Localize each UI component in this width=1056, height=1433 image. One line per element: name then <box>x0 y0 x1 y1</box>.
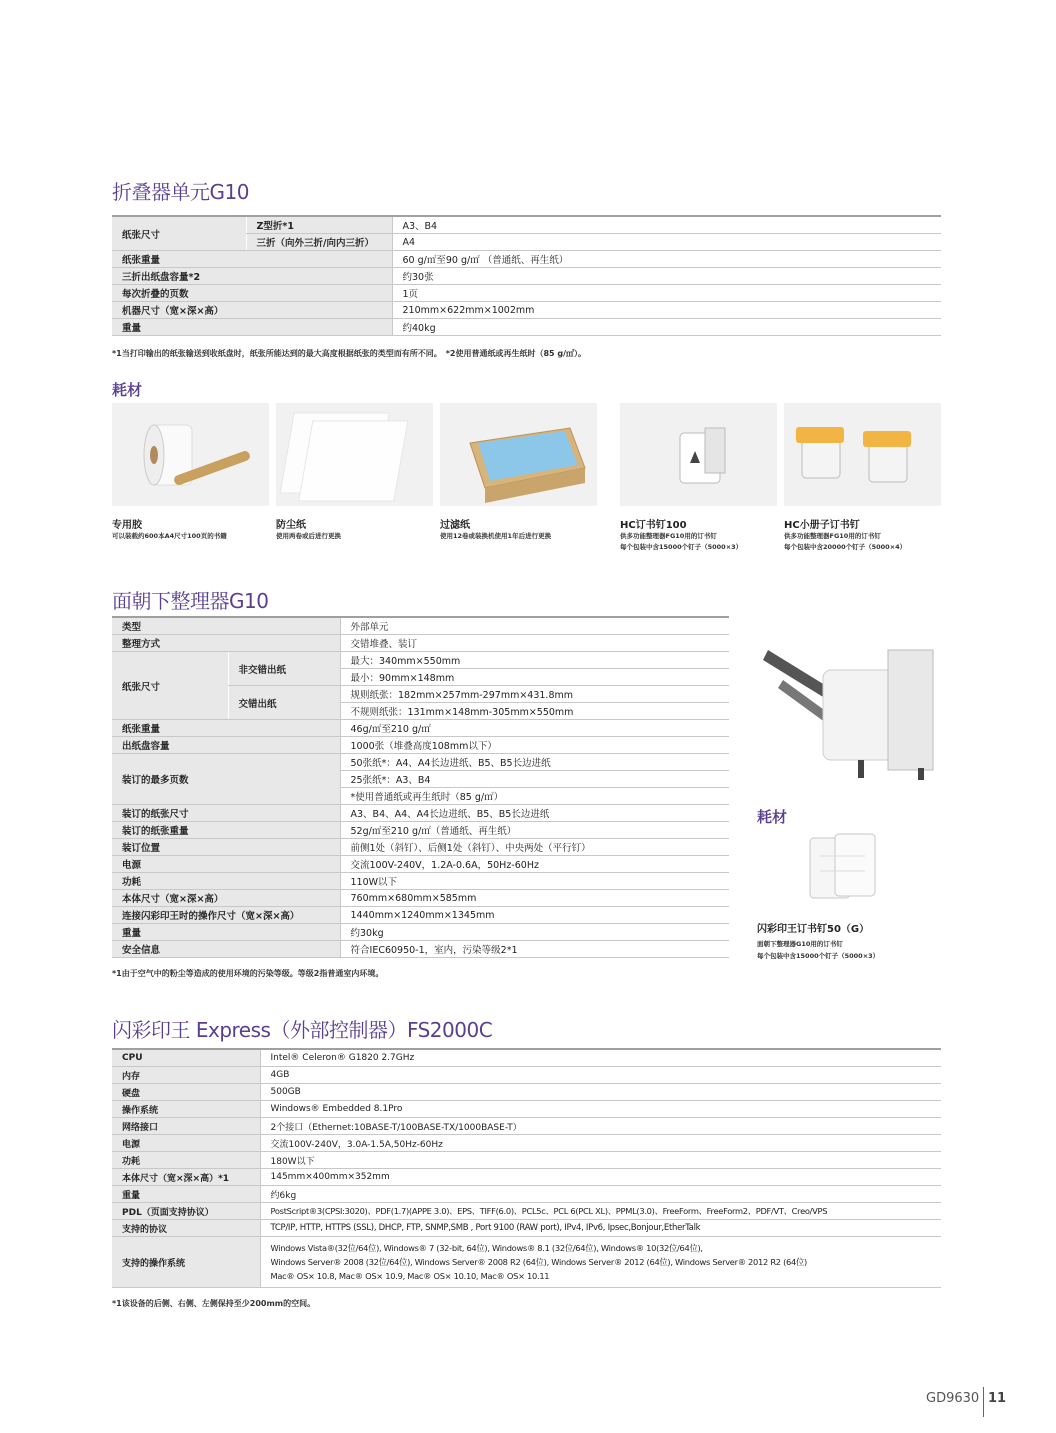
spec-key: 整理方式 <box>112 635 340 652</box>
spec-value: 约30张 <box>392 268 941 285</box>
table-row <box>112 216 941 234</box>
spec-value-os <box>260 1237 941 1288</box>
spec-key: 内存 <box>112 1067 260 1084</box>
consumable-name: HC订书钉100 <box>620 520 687 531</box>
spec-value: 约30kg <box>340 924 729 941</box>
consumable-desc: 可以装载约600本A4尺寸100页的书籍 <box>112 532 227 540</box>
spec-value: 25张纸*：A3、B4 <box>340 771 729 788</box>
spec-value: 2个接口（Ethernet:10BASE-T/100BASE-TX/1000BASE-T） <box>260 1118 941 1135</box>
consumable-desc: 每个包装中含20000个钉子（5000×4） <box>784 543 907 551</box>
consumable-desc: 供多功能整理器FG10用的订书钉 <box>620 532 717 540</box>
table-row <box>112 805 729 822</box>
filter-box-icon <box>440 403 597 506</box>
consumable-name: HC小册子订书钉 <box>784 520 860 531</box>
spec-key: 每次折叠的页数 <box>112 285 392 302</box>
table-row <box>112 822 729 839</box>
table-row <box>112 907 729 924</box>
table-row <box>112 1237 941 1288</box>
consumables-title: 耗材 <box>757 808 788 826</box>
spec-value: 4GB <box>260 1067 941 1084</box>
consumable-desc: 面朝下整理器G10用的订书钉 <box>757 940 843 948</box>
table-row <box>112 873 729 890</box>
glue-roll-image <box>112 403 269 506</box>
controller-spec-table <box>112 1048 941 1288</box>
spec-value: 外部单元 <box>340 617 729 635</box>
spec-subkey: Z型折*1 <box>246 216 392 234</box>
spec-value: 交流100V-240V，3.0A-1.5A,50Hz-60Hz <box>260 1135 941 1152</box>
page-footer <box>926 1391 1007 1406</box>
facedown-spec-table <box>112 616 729 958</box>
spec-key: 支持的操作系统 <box>112 1237 260 1288</box>
spec-key: 本体尺寸（宽×深×高） <box>112 890 340 907</box>
spec-value: Windows® Embedded 8.1Pro <box>260 1101 941 1118</box>
consumable-desc: 使用两卷或后进行更换 <box>276 532 341 540</box>
spec-value: 最小：90mm×148mm <box>340 669 729 686</box>
spec-key: 重量 <box>112 924 340 941</box>
spec-value: 1000张（堆叠高度108mm以下） <box>340 737 729 754</box>
spec-key: CPU <box>112 1049 260 1067</box>
facedown-footnote: *1由于空气中的粉尘等造成的使用环境的污染等级。等级2指普通室内环境。 <box>112 969 384 978</box>
spec-key: 网络接口 <box>112 1118 260 1135</box>
consumable-item <box>784 403 941 551</box>
spec-value: 52g/㎡至210 g/㎡（普通纸、再生纸） <box>340 822 729 839</box>
table-row <box>112 941 729 958</box>
consumable-item <box>112 403 269 540</box>
spec-key: 机器尺寸（宽×深×高） <box>112 302 392 319</box>
spec-key: 操作系统 <box>112 1101 260 1118</box>
table-row <box>112 251 941 268</box>
table-row <box>112 1049 941 1067</box>
consumable-item <box>620 403 777 551</box>
spec-key: 装订的纸张尺寸 <box>112 805 340 822</box>
table-row <box>112 617 729 635</box>
spec-subkey: 交错出纸 <box>228 686 340 720</box>
spec-value: A3、B4、A4、A4长边进纸、B5、B5长边进纸 <box>340 805 729 822</box>
controller-footnote: *1该设备的后侧、右侧、左侧保持至少200mm的空间。 <box>112 1299 316 1308</box>
spec-key: 连接闪彩印王时的操作尺寸（宽×深×高） <box>112 907 340 924</box>
spec-value: 760mm×680mm×585mm <box>340 890 729 907</box>
os-line: Windows Vista®(32位/64位), Windows® 7 (32-bit, 64位), Windows® 8.1 (32位/64位), Windows® 10(32位/64位), <box>270 1243 703 1253</box>
table-row <box>112 890 729 907</box>
staple-100-image <box>620 403 777 506</box>
consumable-desc: 每个包装中含15000个钉子（5000×3） <box>757 952 880 960</box>
spec-value: 约40kg <box>392 319 941 336</box>
os-line: Windows Server® 2008 (32位/64位), Windows Server® 2008 R2 (64位), Windows Server® 2012 (64位), Windows Server® 2012 R2 (64位) <box>270 1257 807 1267</box>
spec-key: PDL（页面支持协议） <box>112 1203 260 1220</box>
spec-key: 纸张重量 <box>112 251 392 268</box>
staple-cartridge-icon <box>620 403 777 506</box>
spec-key: 电源 <box>112 1135 260 1152</box>
spec-key: 纸张重量 <box>112 720 340 737</box>
consumable-desc: 使用12卷或装换机使用1年后进行更换 <box>440 532 552 540</box>
spec-value: 180W以下 <box>260 1152 941 1169</box>
spec-key: 硬盘 <box>112 1084 260 1101</box>
footer-divider <box>983 1387 984 1417</box>
table-row <box>112 1101 941 1118</box>
spec-subkey: 三折（向外三折/向内三折） <box>246 234 392 251</box>
spec-value: 不规则纸张：131mm×148mm-305mm×550mm <box>340 703 729 720</box>
spec-value: 交流100V-240V，1.2A-0.6A，50Hz-60Hz <box>340 856 729 873</box>
table-row <box>112 754 729 771</box>
staple-cartridge-clear-icon <box>800 826 890 911</box>
folder-footnote: *1当打印输出的纸张输送到收纸盘时，纸张所能达到的最大高度根据纸张的类型而有所不同。 *2使用普通纸或再生纸时（85 g/㎡）。 <box>112 349 587 358</box>
spec-value: 145mm×400mm×352mm <box>260 1169 941 1186</box>
staple-50-image <box>800 826 890 911</box>
spec-key: 电源 <box>112 856 340 873</box>
finisher-machine-icon <box>758 630 940 780</box>
section-title-facedown: 面朝下整理器G10 <box>112 589 269 613</box>
consumables-title: 耗材 <box>112 381 143 399</box>
model-label: GD9630 <box>926 1391 980 1406</box>
table-row <box>112 1220 941 1237</box>
page-number: 11 <box>988 1391 1007 1406</box>
folder-spec-table <box>112 215 941 336</box>
consumable-name: 闪彩印王订书钉50（G） <box>757 924 870 935</box>
spec-value: 交错堆叠、装订 <box>340 635 729 652</box>
table-row <box>112 635 729 652</box>
spec-value: A3、B4 <box>392 216 941 234</box>
table-row <box>112 1135 941 1152</box>
spec-key: 装订的最多页数 <box>112 754 340 805</box>
section-title-folder: 折叠器单元G10 <box>112 180 249 204</box>
table-row <box>112 285 941 302</box>
section-title-controller: 闪彩印王 Express（外部控制器）FS2000C <box>112 1018 493 1042</box>
spec-value: 符合IEC60950-1，室内，污染等级2*1 <box>340 941 729 958</box>
spec-value: 210mm×622mm×1002mm <box>392 302 941 319</box>
spec-subkey: 非交错出纸 <box>228 652 340 686</box>
table-row <box>112 720 729 737</box>
table-row <box>112 924 729 941</box>
table-row <box>112 856 729 873</box>
spec-key: 纸张尺寸 <box>112 652 228 720</box>
table-row <box>112 1152 941 1169</box>
table-row <box>112 1067 941 1084</box>
spec-key: 本体尺寸（宽×深×高）*1 <box>112 1169 260 1186</box>
table-row <box>112 1118 941 1135</box>
table-row <box>112 319 941 336</box>
spec-value: 110W以下 <box>340 873 729 890</box>
dust-paper-image <box>276 403 433 506</box>
spec-value: 约6kg <box>260 1186 941 1203</box>
table-row <box>112 1203 941 1220</box>
spec-value: 规则纸张：182mm×257mm-297mm×431.8mm <box>340 686 729 703</box>
spec-key: 重量 <box>112 319 392 336</box>
finisher-image <box>758 630 940 780</box>
spec-value: A4 <box>392 234 941 251</box>
spec-value: 46g/㎡至210 g/㎡ <box>340 720 729 737</box>
spec-key: 支持的协议 <box>112 1220 260 1237</box>
spec-value: 500GB <box>260 1084 941 1101</box>
consumable-name: 防尘纸 <box>276 520 306 531</box>
table-row <box>112 1169 941 1186</box>
consumable-desc: 每个包装中含15000个钉子（5000×3） <box>620 543 743 551</box>
spec-value: 50张纸*：A4、A4长边进纸、B5、B5长边进纸 <box>340 754 729 771</box>
table-row <box>112 652 729 669</box>
spec-value: 最大：340mm×550mm <box>340 652 729 669</box>
consumable-item <box>276 403 433 540</box>
consumable-desc: 供多功能整理器FG10用的订书钉 <box>784 532 881 540</box>
spec-key: 功耗 <box>112 873 340 890</box>
table-row <box>112 268 941 285</box>
consumable-name: 过滤纸 <box>440 520 470 531</box>
spec-key: 出纸盘容量 <box>112 737 340 754</box>
spec-key: 装订位置 <box>112 839 340 856</box>
table-row <box>112 302 941 319</box>
spec-key: 重量 <box>112 1186 260 1203</box>
table-row <box>112 737 729 754</box>
spec-value: PostScript®3(CPSI:3020)、PDF(1.7)(APPE 3.0)、EPS、TIFF(6.0)、PCL5c、PCL 6(PCL XL)、PPML(3.0)、FreeForm、FreeForm2、PDF/VT、Creo/VPS <box>260 1203 941 1220</box>
spec-key: 类型 <box>112 617 340 635</box>
consumable-name: 专用胶 <box>112 520 142 531</box>
consumable-item <box>440 403 597 540</box>
spec-value: 60 g/㎡至90 g/㎡ （普通纸、再生纸） <box>392 251 941 268</box>
spec-value: 1440mm×1240mm×1345mm <box>340 907 729 924</box>
table-row <box>112 1186 941 1203</box>
glue-roll-icon <box>112 403 269 506</box>
paper-sheets-icon <box>276 403 433 506</box>
spec-key: 纸张尺寸 <box>112 216 246 251</box>
spec-value: TCP/IP, HTTP, HTTPS (SSL), DHCP, FTP, SNMP,SMB , Port 9100 (RAW port), IPv4, IPv6, Ipsec,Bonjour,EtherTalk <box>260 1220 941 1237</box>
spec-key: 功耗 <box>112 1152 260 1169</box>
booklet-staple-icon <box>784 403 941 506</box>
table-row <box>112 839 729 856</box>
os-line: Mac® OS× 10.8, Mac® OS× 10.9, Mac® OS× 10.10, Mac® OS× 10.11 <box>270 1271 550 1281</box>
spec-value: 1页 <box>392 285 941 302</box>
spec-value: *使用普通纸或再生纸时（85 g/㎡） <box>340 788 729 805</box>
booklet-staple-image <box>784 403 941 506</box>
spec-key: 安全信息 <box>112 941 340 958</box>
table-row <box>112 1084 941 1101</box>
spec-value: 前侧1处（斜钉）、后侧1处（斜钉）、中央两处（平行钉） <box>340 839 729 856</box>
filter-paper-image <box>440 403 597 506</box>
spec-key: 装订的纸张重量 <box>112 822 340 839</box>
spec-value: Intel® Celeron® G1820 2.7GHz <box>260 1049 941 1067</box>
spec-key: 三折出纸盘容量*2 <box>112 268 392 285</box>
